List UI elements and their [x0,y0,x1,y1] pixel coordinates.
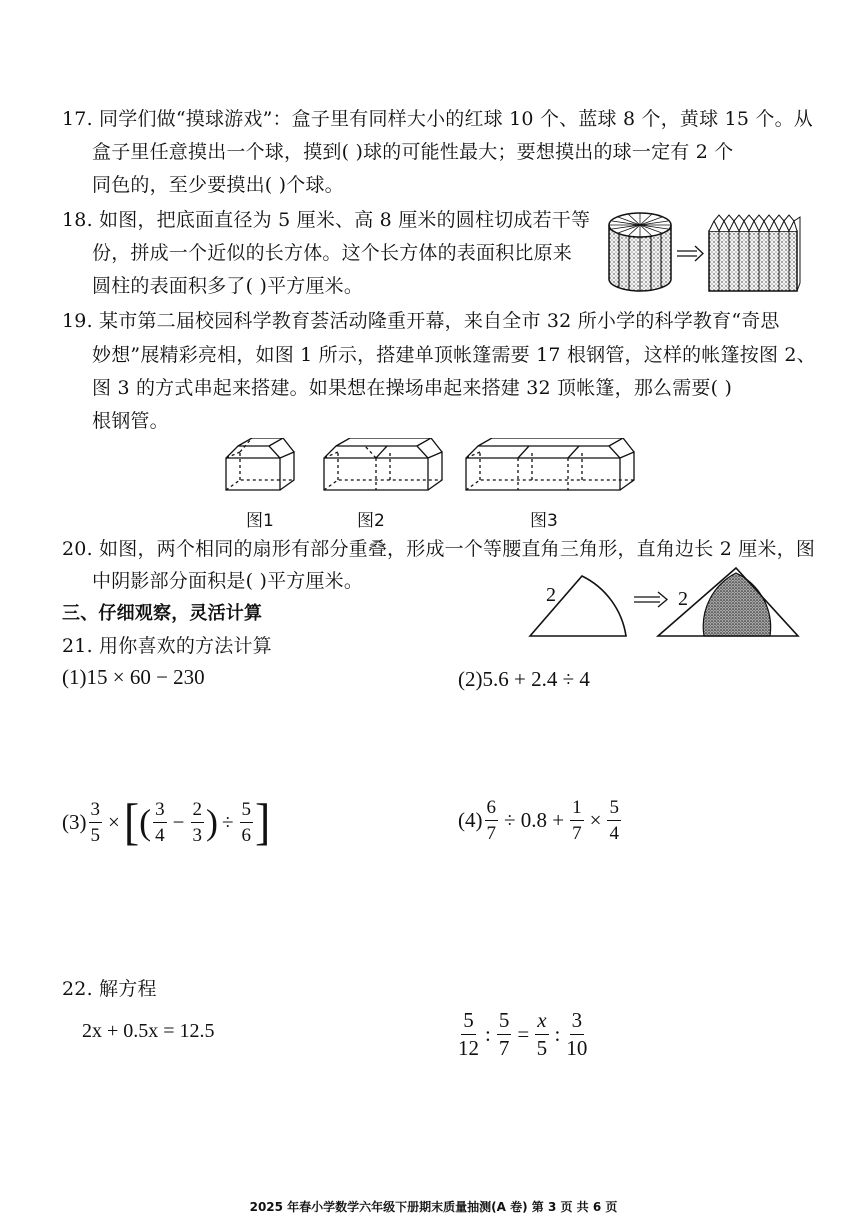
q17-line3: 同色的，至少要摸出( )个球。 [92,174,344,196]
q18-line3: 圆柱的表面积多了( )平方厘米。 [92,275,364,297]
q19-line3: 图 3 的方式串起来搭建。如果想在操场串起来搭建 32 顶帐篷，那么需要( ) [92,377,733,399]
divide-sign: ÷ [222,809,234,834]
q20-line1: 20. 如图，两个相同的扇形有部分重叠，形成一个等腰直角三角形，直角边长 2 厘米，图 [62,538,816,560]
fraction: $\frac{5}{6}$ [241,798,252,846]
sector-side-label-right: 2 [678,588,689,610]
arrow-right-icon [677,246,703,261]
fraction: $\frac{3}{10}$ [566,1007,588,1060]
times-sign: × [108,809,120,834]
q18-line2: 份，拼成一个近似的长方体。这个长方体的表面积比原来 [92,242,573,264]
page-footer: 2025 年春小学数学六年级下册期末质量抽测(A 卷) 第 3 页 共 6 页 [249,1200,618,1214]
ratio-colon: : [485,1021,491,1046]
left-bracket: [ [123,793,140,850]
fraction: $\frac{2}{3}$ [192,798,203,846]
q19-line2: 妙想”展精彩亮相，如图 1 所示，搭建单顶帐篷需要 17 根钢管，这样的帐篷按图 2、 [92,344,816,366]
q21-part1 [62,664,205,690]
sector-side-label-left: 2 [546,584,557,606]
caption-fig2: 图2 [357,511,385,531]
single-sector-shape [530,576,626,636]
tent-figure-2 [324,438,442,490]
q18-line1: 18. 如图，把底面直径为 5 厘米、高 8 厘米的圆柱切成若干等 [62,209,591,231]
divide-plus-text: ÷ 0.8 + [504,807,565,832]
sector-overlap-figure [522,560,802,642]
q21-part2-expr: 5.6 + 2.4 ÷ 4 [482,666,590,691]
fraction: $\frac{x}{5}$ [536,1007,548,1060]
cylinder-shape [609,213,671,291]
fraction: $\frac{3}{5}$ [90,798,100,846]
q21-part4 [458,792,623,848]
fraction: $\frac{1}{7}$ [572,796,582,844]
cuboid-shape [709,215,800,291]
arrow-right-icon [634,592,667,607]
right-bracket: ] [255,793,271,850]
q17-line2: 盒子里任意摸出一个球，摸到( )球的可能性最大；要想摸出的球一定有 2 个 [92,141,734,163]
left-paren: ( [139,802,152,842]
q22-equation-2 [456,1006,589,1062]
ratio-colon: : [554,1021,561,1046]
q21-part1-expr: 15 × 60 − 230 [86,664,205,689]
equals-sign: = [517,1021,530,1046]
q17-line1: 17. 同学们做“摸球游戏”：盒子里有同样大小的红球 10 个、蓝球 8 个，黄球 15 个。从 [62,108,813,130]
tent-figure-3 [466,438,634,490]
q21-title: 21. 用你喜欢的方法计算 [62,635,272,657]
minus-sign: − [172,809,185,834]
fraction: $\frac{5}{4}$ [609,796,619,844]
q21-part3 [62,794,270,850]
tent-figures [222,438,642,498]
q22-title: 22. 解方程 [62,978,157,1000]
fraction: $\frac{6}{7}$ [486,796,496,844]
fraction: $\frac{5}{12}$ [458,1007,479,1060]
fraction: $\frac{3}{4}$ [155,798,165,846]
q20-line2: 中阴影部分面积是( )平方厘米。 [92,570,364,592]
caption-fig1: 图1 [246,511,274,531]
q22-equation-1: 2x + 0.5x = 12.5 [82,1019,215,1042]
q19-line1: 19. 某市第二届校园科学教育荟活动隆重开幕，来自全市 32 所小学的科学教育“奇思 [62,310,780,332]
q21-part3-label: (3) [62,809,87,834]
q21-part2 [458,666,590,692]
right-paren: ) [206,802,219,842]
q19-line4: 根钢管。 [92,410,169,432]
caption-fig3: 图3 [530,511,558,531]
section-3-title: 三、仔细观察，灵活计算 [62,603,263,624]
times-sign: × [589,807,602,832]
q21-part2-label: (2) [458,666,483,691]
q21-part1-label: (1) [62,664,87,689]
cylinder-to-cuboid-figure [605,205,805,297]
fraction: $\frac{5}{7}$ [498,1007,510,1060]
q21-part4-label: (4) [458,807,483,832]
tent-figure-1 [226,438,294,490]
